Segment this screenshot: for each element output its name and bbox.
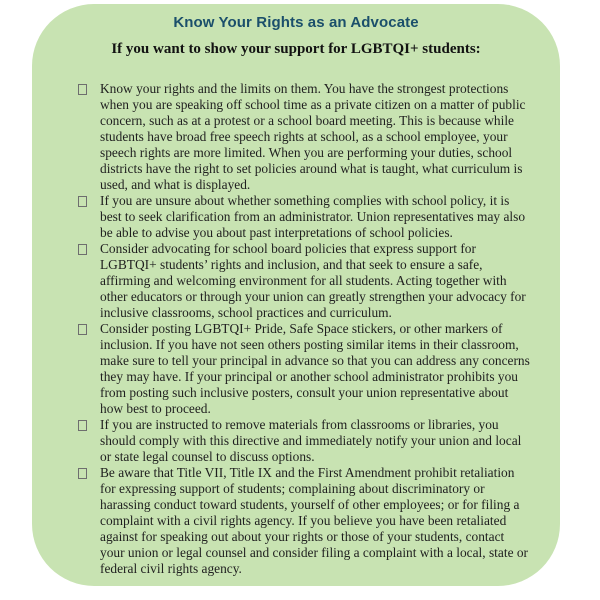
rights-card [32,4,560,586]
checkbox-bullet-icon [78,196,87,207]
checkbox-bullet-icon [78,468,87,479]
card-subtitle: If you want to show your support for LGBTQI+ students: [111,41,481,57]
list-item-text: Consider posting LGBTQI+ Pride, Safe Space stickers, or other markers of inclusion. If you have not seen others posting similar items in their classroom, make sure to tell your principal in advance so that you can address any concerns they may have. If your principal or another school administrator prohibits you from posting such inclusive posters, consult your union representative about how best to proceed. [100,321,530,416]
checkbox-bullet-icon [78,324,87,335]
list-item-text: If you are instructed to remove materials from classrooms or libraries, you should comply with this directive and immediately notify your union and local or state legal counsel to discuss options. [100,417,522,464]
checkbox-bullet-icon [78,420,87,431]
advice-list [32,81,560,577]
list-item [78,241,530,321]
list-item [78,417,530,465]
list-item-text: Consider advocating for school board policies that express support for LGBTQI+ students’ rights and inclusion, and that seek to ensure a safe, affirming and welcoming environment for all students. Acting together with other educators or through your union can greatly strengthen your advocacy for inclusive classrooms, school practices and curriculum. [100,241,526,320]
list-item [78,81,530,193]
list-item-text: Know your rights and the limits on them. You have the strongest protections when you are speaking off school time as a private citizen on a matter of public concern, such as at a protest or a school board meeting. This is because while students have broad free speech rights at school, as a school employee, your speech rights are more limited. When you are performing your duties, school districts have the right to set policies around what is taught, what curriculum is used, and what is displayed. [100,81,526,192]
checkbox-bullet-icon [78,244,87,255]
list-item-text: Be aware that Title VII, Title IX and the First Amendment prohibit retaliation for expressing support of students; complaining about discriminatory or harassing conduct toward students, yourself of other employees; or for filing a complaint with a civil rights agency. If you believe you have been retaliated against for speaking out about your rights or those of your students, contact your union or legal counsel and consider filing a complaint with a local, state or federal civil rights agency. [100,465,529,576]
list-item [78,321,530,417]
checkbox-bullet-icon [78,84,87,95]
list-item [78,193,530,241]
list-item-text: If you are unsure about whether something complies with school policy, it is best to seek clarification from an administrator. Union representatives may also be able to advise you about past interpretations of school policies. [100,193,526,240]
list-item [78,465,530,577]
card-title: Know Your Rights as an Advocate [173,14,419,31]
